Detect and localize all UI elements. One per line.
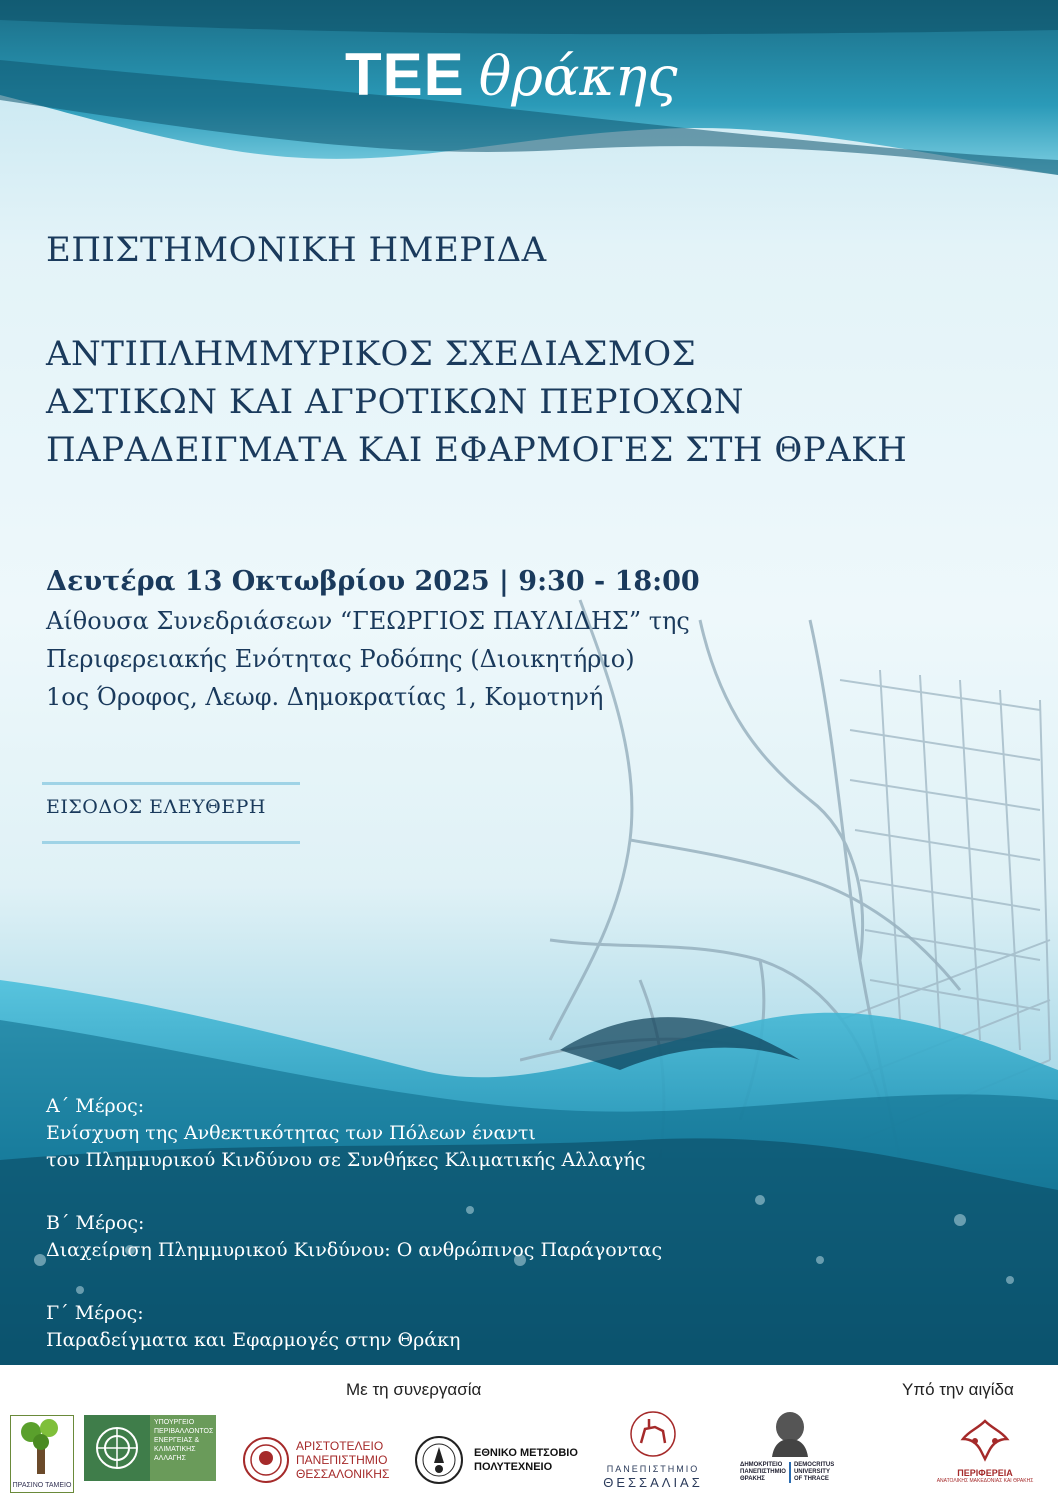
ypen-line: ΚΛΙΜΑΤΙΚΗΣ bbox=[154, 1446, 196, 1453]
duth-line: ΔΗΜΟΚΡΙΤΕΙΟ bbox=[740, 1462, 783, 1468]
event-title bbox=[46, 330, 907, 474]
ntua-seal-icon bbox=[414, 1435, 464, 1485]
venue-line: Αίθουσα Συνεδριάσεων “ΓΕΩΡΓΙΟΣ ΠΑΥΛΙΔΗΣ” της bbox=[46, 607, 690, 635]
event-date-time: Δευτέρα 13 Οκτωβρίου 2025 | 9:30 - 18:00 bbox=[46, 566, 700, 597]
part-text: Παραδείγματα και Εφαρμογές στην Θράκη bbox=[46, 1329, 461, 1351]
democritus-bust-icon bbox=[760, 1409, 820, 1457]
venue-line: 1ος Όροφος, Λεωφ. Δημοκρατίας 1, Κομοτηνή bbox=[46, 683, 604, 711]
duth-line: UNIVERSITY bbox=[793, 1469, 830, 1475]
ntua-line: ΠΟΛΥΤΕΧΝΕΙΟ bbox=[474, 1461, 553, 1473]
part-label: Α΄ Μέρος: bbox=[46, 1095, 145, 1117]
ypen-line: ΕΝΕΡΓΕΙΑΣ & bbox=[154, 1437, 200, 1444]
tree-icon bbox=[11, 1416, 71, 1476]
auth-line: ΠΑΝΕΠΙΣΤΗΜΙΟ bbox=[296, 1453, 388, 1467]
duth-line: ΘΡΑΚΗΣ bbox=[740, 1476, 765, 1482]
event-venue bbox=[46, 602, 690, 716]
auth-line: ΘΕΣΣΑΛΟΝΙΚΗΣ bbox=[296, 1467, 390, 1481]
region-emblem-icon bbox=[957, 1417, 1013, 1463]
title-line: ΑΣΤΙΚΩΝ ΚΑΙ ΑΓΡΟΤΙΚΩΝ ΠΕΡΙΟΧΩΝ bbox=[46, 382, 744, 422]
ypen-logo bbox=[84, 1415, 218, 1481]
duth-text bbox=[740, 1462, 840, 1483]
ntua-text bbox=[474, 1446, 578, 1474]
duth-logo bbox=[740, 1409, 840, 1493]
duth-line: DEMOCRITUS bbox=[793, 1462, 835, 1468]
duth-en bbox=[791, 1462, 834, 1483]
region-line: ΑΝΑΤΟΛΙΚΗΣ ΜΑΚΕΔΟΝΙΑΣ ΚΑΙ ΘΡΑΚΗΣ bbox=[936, 1478, 1034, 1484]
centaur-seal-icon bbox=[625, 1409, 681, 1459]
title-line: ΠΑΡΑΔΕΙΓΜΑΤΑ ΚΑΙ ΕΦΑΡΜΟΓΕΣ ΣΤΗ ΘΡΑΚΗ bbox=[46, 430, 908, 470]
part-label: Β΄ Μέρος: bbox=[46, 1212, 145, 1234]
logo-thrakis: θράκης bbox=[478, 45, 678, 108]
duth-line: OF THRACE bbox=[793, 1476, 829, 1482]
auth-line: ΑΡΙΣΤΟΤΕΛΕΙΟ bbox=[296, 1439, 384, 1453]
auth-seal-icon bbox=[242, 1436, 290, 1484]
part-text: Ενίσχυση της Ανθεκτικότητας των Πόλεων έναντι bbox=[46, 1122, 536, 1144]
spiral-icon bbox=[92, 1423, 142, 1473]
collaboration-label: Με τη συνεργασία bbox=[346, 1380, 482, 1399]
title-line: ΑΝΤΙΠΛΗΜΜΥΡΙΚΟΣ ΣΧΕΔΙΑΣΜΟΣ bbox=[46, 334, 697, 374]
event-type: ΕΠΙΣΤΗΜΟΝΙΚΗ ΗΜΕΡΙΔΑ bbox=[46, 230, 547, 270]
auth-text bbox=[296, 1439, 389, 1481]
part-c bbox=[46, 1300, 662, 1354]
tee-thrakis-logo bbox=[345, 40, 677, 120]
prasino-label: ΠΡΑΣΙΝΟ ΤΑΜΕΙΟ bbox=[12, 1482, 72, 1489]
ypen-emblem bbox=[84, 1415, 150, 1481]
ntua-logo bbox=[414, 1435, 584, 1485]
ypen-line: ΑΛΛΑΓΗΣ bbox=[154, 1455, 186, 1462]
region-emat-logo bbox=[930, 1417, 1040, 1493]
auspices-label: Υπό την αιγίδα bbox=[902, 1380, 1014, 1399]
part-label: Γ΄ Μέρος: bbox=[46, 1302, 144, 1324]
auth-logo bbox=[242, 1435, 402, 1485]
program-parts bbox=[46, 1093, 662, 1390]
part-text: του Πλημμυρικού Κινδύνου σε Συνθήκες Κλιματικής Αλλαγής bbox=[46, 1149, 646, 1171]
ypen-line: ΠΕΡΙΒΑΛΛΟΝΤΟΣ bbox=[154, 1428, 214, 1435]
logo-tee: ΤΕΕ bbox=[345, 41, 465, 108]
free-entry-label: ΕΙΣΟΔΟΣ ΕΛΕΥΘΕΡΗ bbox=[46, 796, 266, 818]
part-b bbox=[46, 1210, 662, 1264]
part-text: Διαχείριση Πλημμυρικού Κινδύνου: Ο ανθρώπινος Παράγοντας bbox=[46, 1239, 663, 1261]
duth-gr bbox=[740, 1462, 791, 1483]
ypen-line: ΥΠΟΥΡΓΕΙΟ bbox=[154, 1419, 195, 1426]
uth-line: ΠΑΝΕΠΙΣΤΗΜΙΟ bbox=[606, 1464, 700, 1474]
uth-logo bbox=[590, 1409, 716, 1493]
part-a bbox=[46, 1093, 662, 1174]
footer bbox=[0, 1365, 1058, 1497]
prasino-tameio-logo bbox=[10, 1415, 74, 1493]
ypen-text bbox=[150, 1415, 216, 1481]
ntua-line: ΕΘΝΙΚΟ ΜΕΤΣΟΒΙΟ bbox=[474, 1447, 578, 1459]
duth-line: ΠΑΝΕΠΙΣΤΗΜΙΟ bbox=[740, 1469, 786, 1475]
venue-line: Περιφερειακής Ενότητας Ροδόπης (Διοικητήριο) bbox=[46, 645, 635, 673]
uth-line: ΘΕΣΣΑΛΙΑΣ bbox=[603, 1475, 703, 1490]
region-line: ΠΕΡΙΦΕΡΕΙΑ bbox=[957, 1468, 1013, 1478]
